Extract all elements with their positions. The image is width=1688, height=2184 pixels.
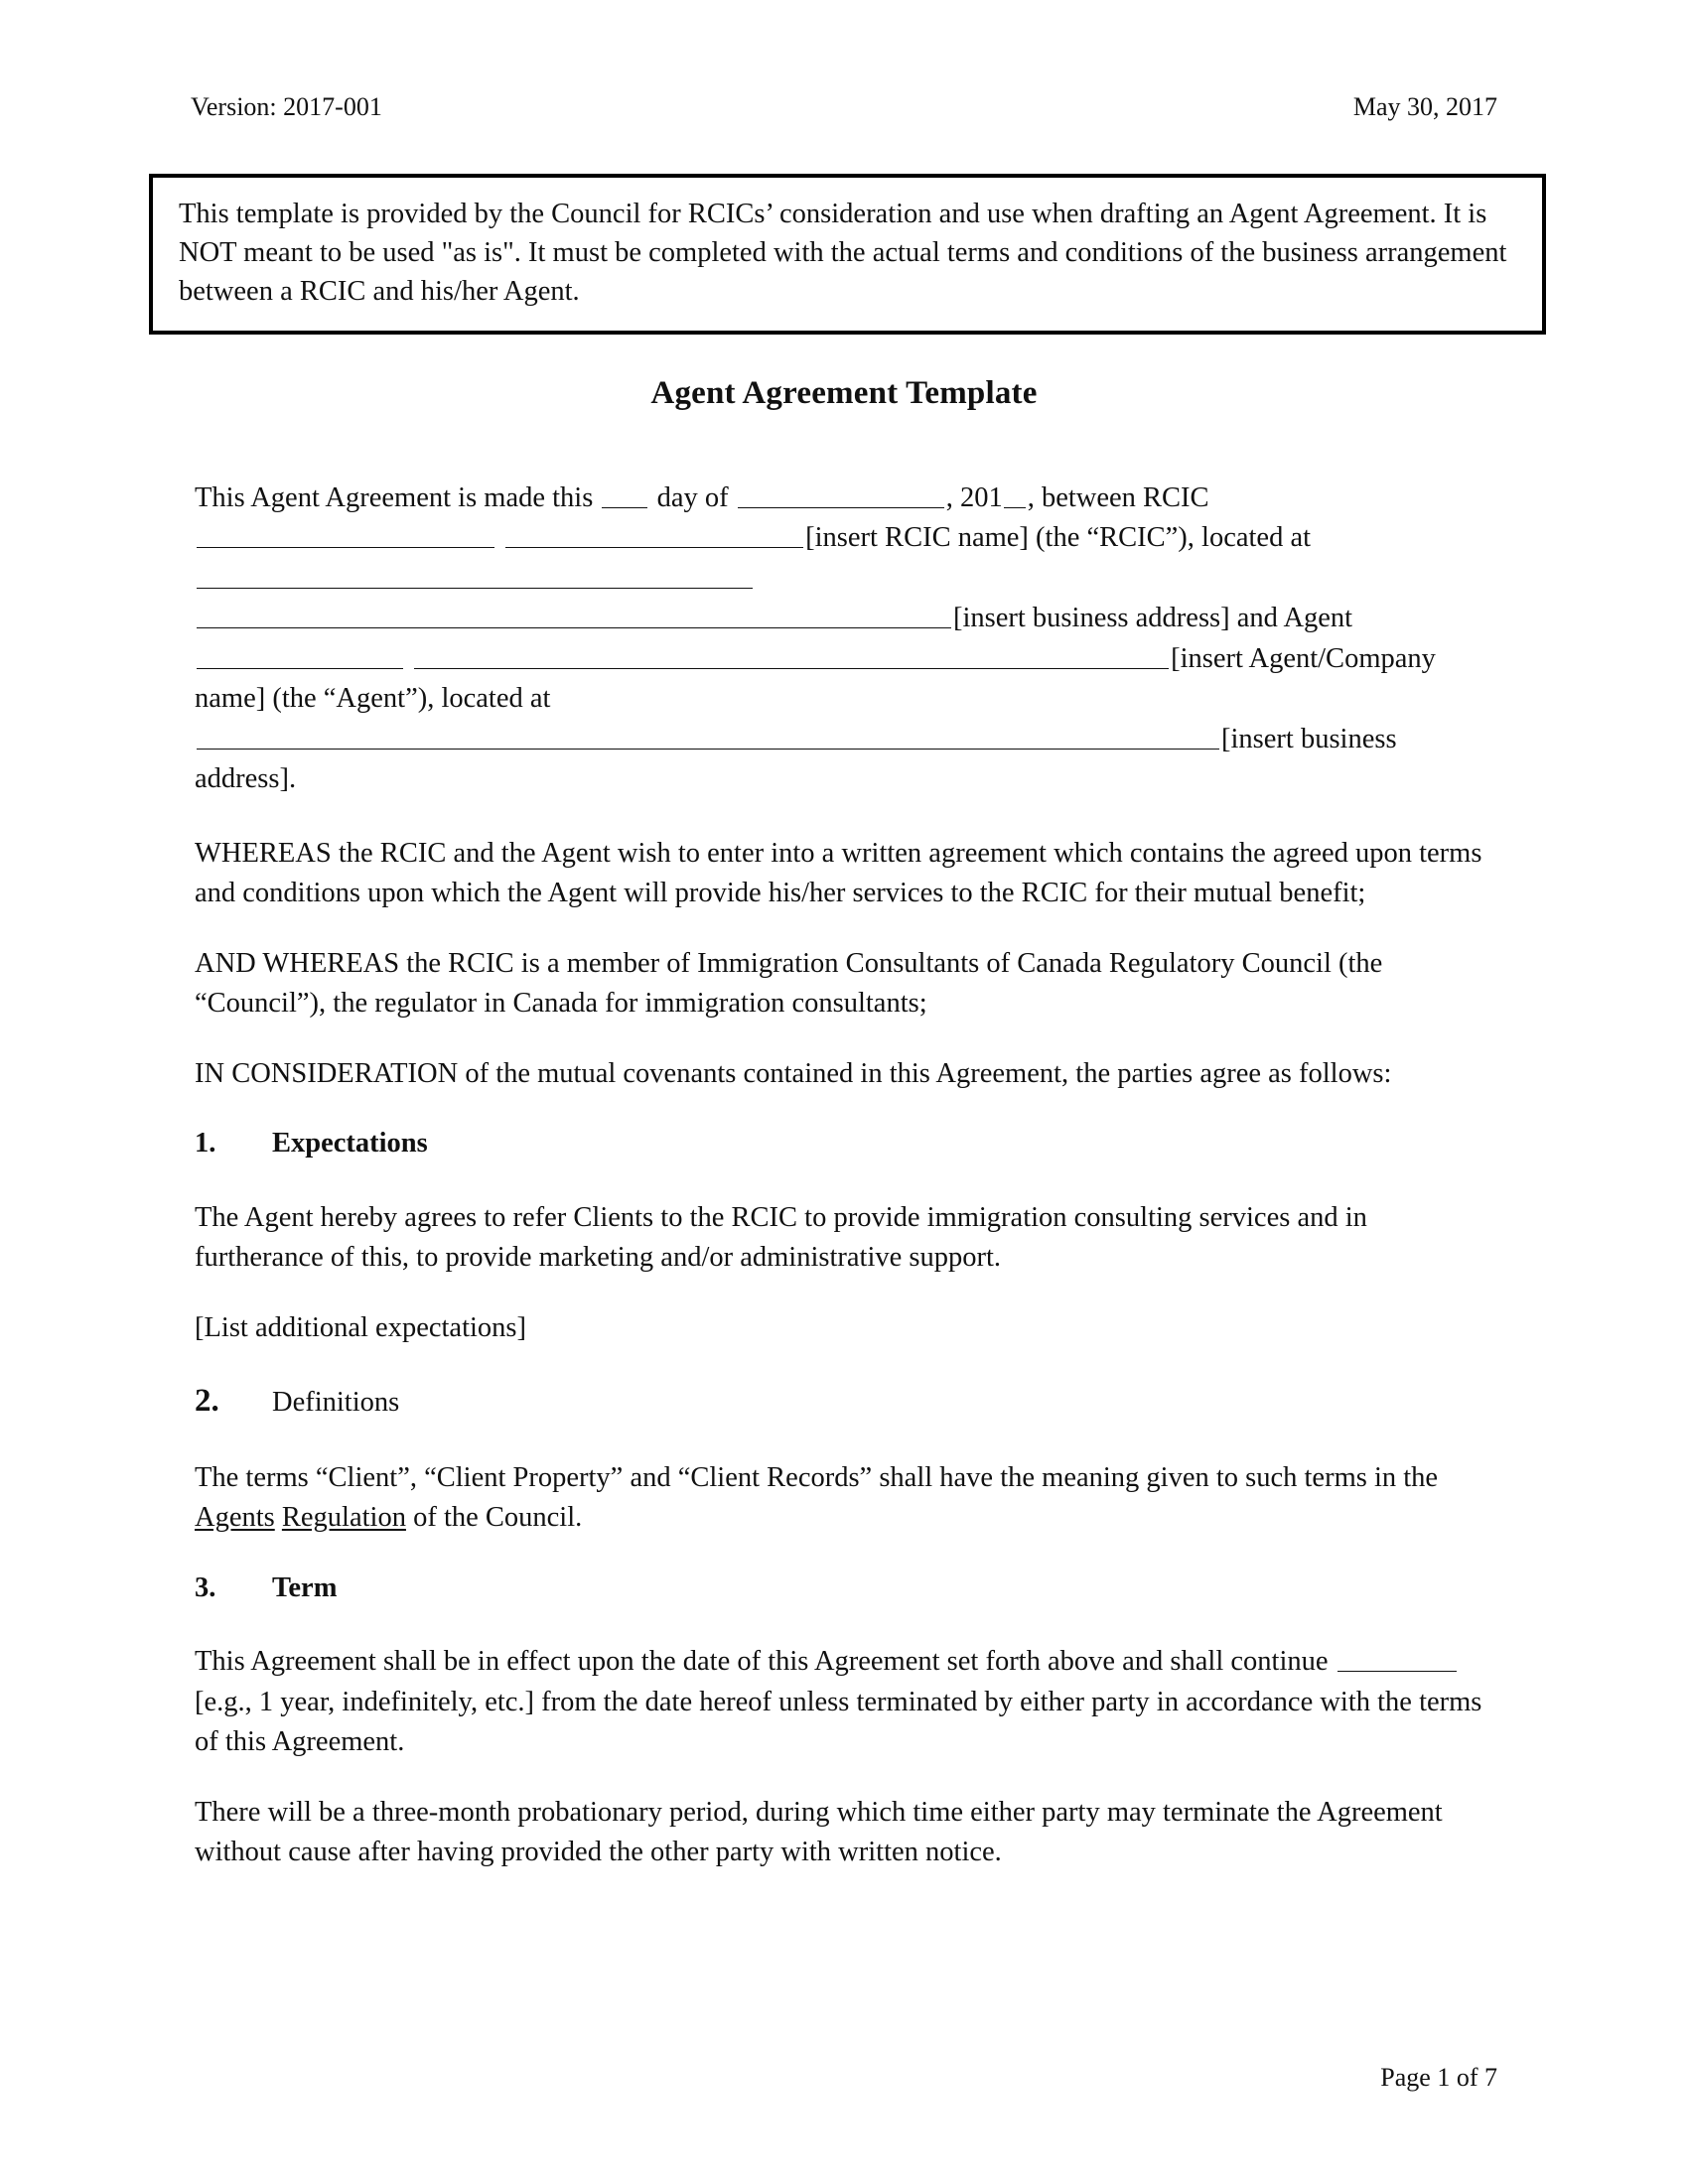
recital-whereas: WHEREAS the RCIC and the Agent wish to enter into a written agreement which contains the agreed upon terms and conditions upon which the Agent will provide his/her services to the RCIC for their mutual benefit;	[195, 837, 1482, 909]
section-heading-definitions	[195, 1378, 1485, 1425]
definitions-lead: The terms “Client”, “Client Property” and “Client Records” shall have the meaning given to such terms in the	[195, 1461, 1439, 1493]
agents-regulation-term-1: Agents	[195, 1502, 275, 1534]
section-note-expectations: [List additional expectations]	[195, 1311, 526, 1343]
section-number: 3.	[195, 1571, 216, 1603]
recital-and-whereas: AND WHEREAS the RCIC is a member of Immigration Consultants of Canada Regulatory Council (the “Council”), the regulator in Canada for immigration consultants;	[195, 947, 1383, 1020]
blank-rcic-address-1[interactable]	[197, 562, 753, 589]
section-number: 1.	[195, 1128, 216, 1160]
notice-box	[149, 174, 1546, 335]
blank-term-duration[interactable]	[1337, 1645, 1457, 1672]
definitions-tail: of the Council.	[413, 1502, 583, 1534]
agents-regulation-term-2: Regulation	[281, 1502, 406, 1534]
section-heading-expectations	[195, 1124, 1485, 1163]
document-footer	[191, 2063, 1497, 2093]
section-heading-term	[195, 1569, 1485, 1608]
intro-segment-4: , between RCIC	[1027, 482, 1209, 513]
blank-rcic-name-2[interactable]	[505, 521, 803, 548]
section-body-expectations: The Agent hereby agrees to refer Clients to the RCIC to provide immigration consulting services and in furtherance of this, to provide marketing and/or administrative support.	[195, 1201, 1367, 1274]
intro-segment-1: This Agent Agreement is made this	[195, 482, 594, 513]
blank-rcic-name-1[interactable]	[197, 521, 494, 548]
blank-year[interactable]	[1004, 481, 1026, 508]
version-label: Version: 2017-001	[191, 92, 382, 121]
recital-consideration: IN CONSIDERATION of the mutual covenants contained in this Agreement, the parties agree as follows:	[195, 1057, 1392, 1089]
page-title: Agent Agreement Template	[650, 375, 1038, 411]
section-body-term	[195, 1642, 1485, 1762]
section-title: Term	[272, 1571, 338, 1603]
intro-segment-2: day of	[656, 482, 729, 513]
blank-day[interactable]	[602, 481, 647, 508]
section-title: Definitions	[272, 1386, 400, 1418]
intro-segment-6: [insert business address] and Agent	[953, 603, 1353, 634]
date-label: May 30, 2017	[1352, 92, 1497, 121]
page-number: Page 1 of 7	[1380, 2063, 1497, 2092]
intro-segment-8: located at	[441, 683, 551, 715]
intro-segment-10: business address].	[195, 723, 1397, 795]
blank-month[interactable]	[738, 481, 944, 508]
section-body-definitions	[195, 1458, 1485, 1539]
section-title: Expectations	[272, 1128, 428, 1160]
section-body-probation: There will be a three-month probationary period, during which time either party may terminate the Agreement without cause after having provided the other party with written notice.	[195, 1796, 1443, 1868]
term-tail: [e.g., 1 year, indefinitely, etc.] from the date hereof unless terminated by either party in accordance with the terms of this Agreement.	[195, 1686, 1482, 1758]
intro-segment-7: [insert Agent/Company name] (the “Agent”),	[195, 642, 1436, 715]
intro-segment-5: [insert RCIC name] (the “RCIC”), located at	[805, 522, 1312, 554]
intro-segment-9: [insert	[1221, 723, 1294, 754]
document-header	[191, 91, 1497, 122]
blank-rcic-address-2[interactable]	[197, 602, 951, 628]
section-number: 2.	[195, 1382, 219, 1419]
notice-text: This template is provided by the Council for RCICs’ consideration and use when drafting an Agent Agreement. It is NOT meant to be used "as is". It must be completed with the actual terms and conditions of the business arrangement between a RCIC and his/her Agent.	[179, 199, 1507, 307]
intro-paragraph	[195, 478, 1485, 800]
blank-agent-name-1[interactable]	[197, 642, 403, 669]
blank-agent-address[interactable]	[197, 723, 1219, 750]
blank-agent-name-2[interactable]	[414, 642, 1169, 669]
intro-segment-3: , 201	[945, 482, 1003, 513]
document-body	[195, 478, 1485, 1903]
term-lead: This Agreement shall be in effect upon the date of this Agreement set forth above and shall continue	[195, 1646, 1329, 1678]
